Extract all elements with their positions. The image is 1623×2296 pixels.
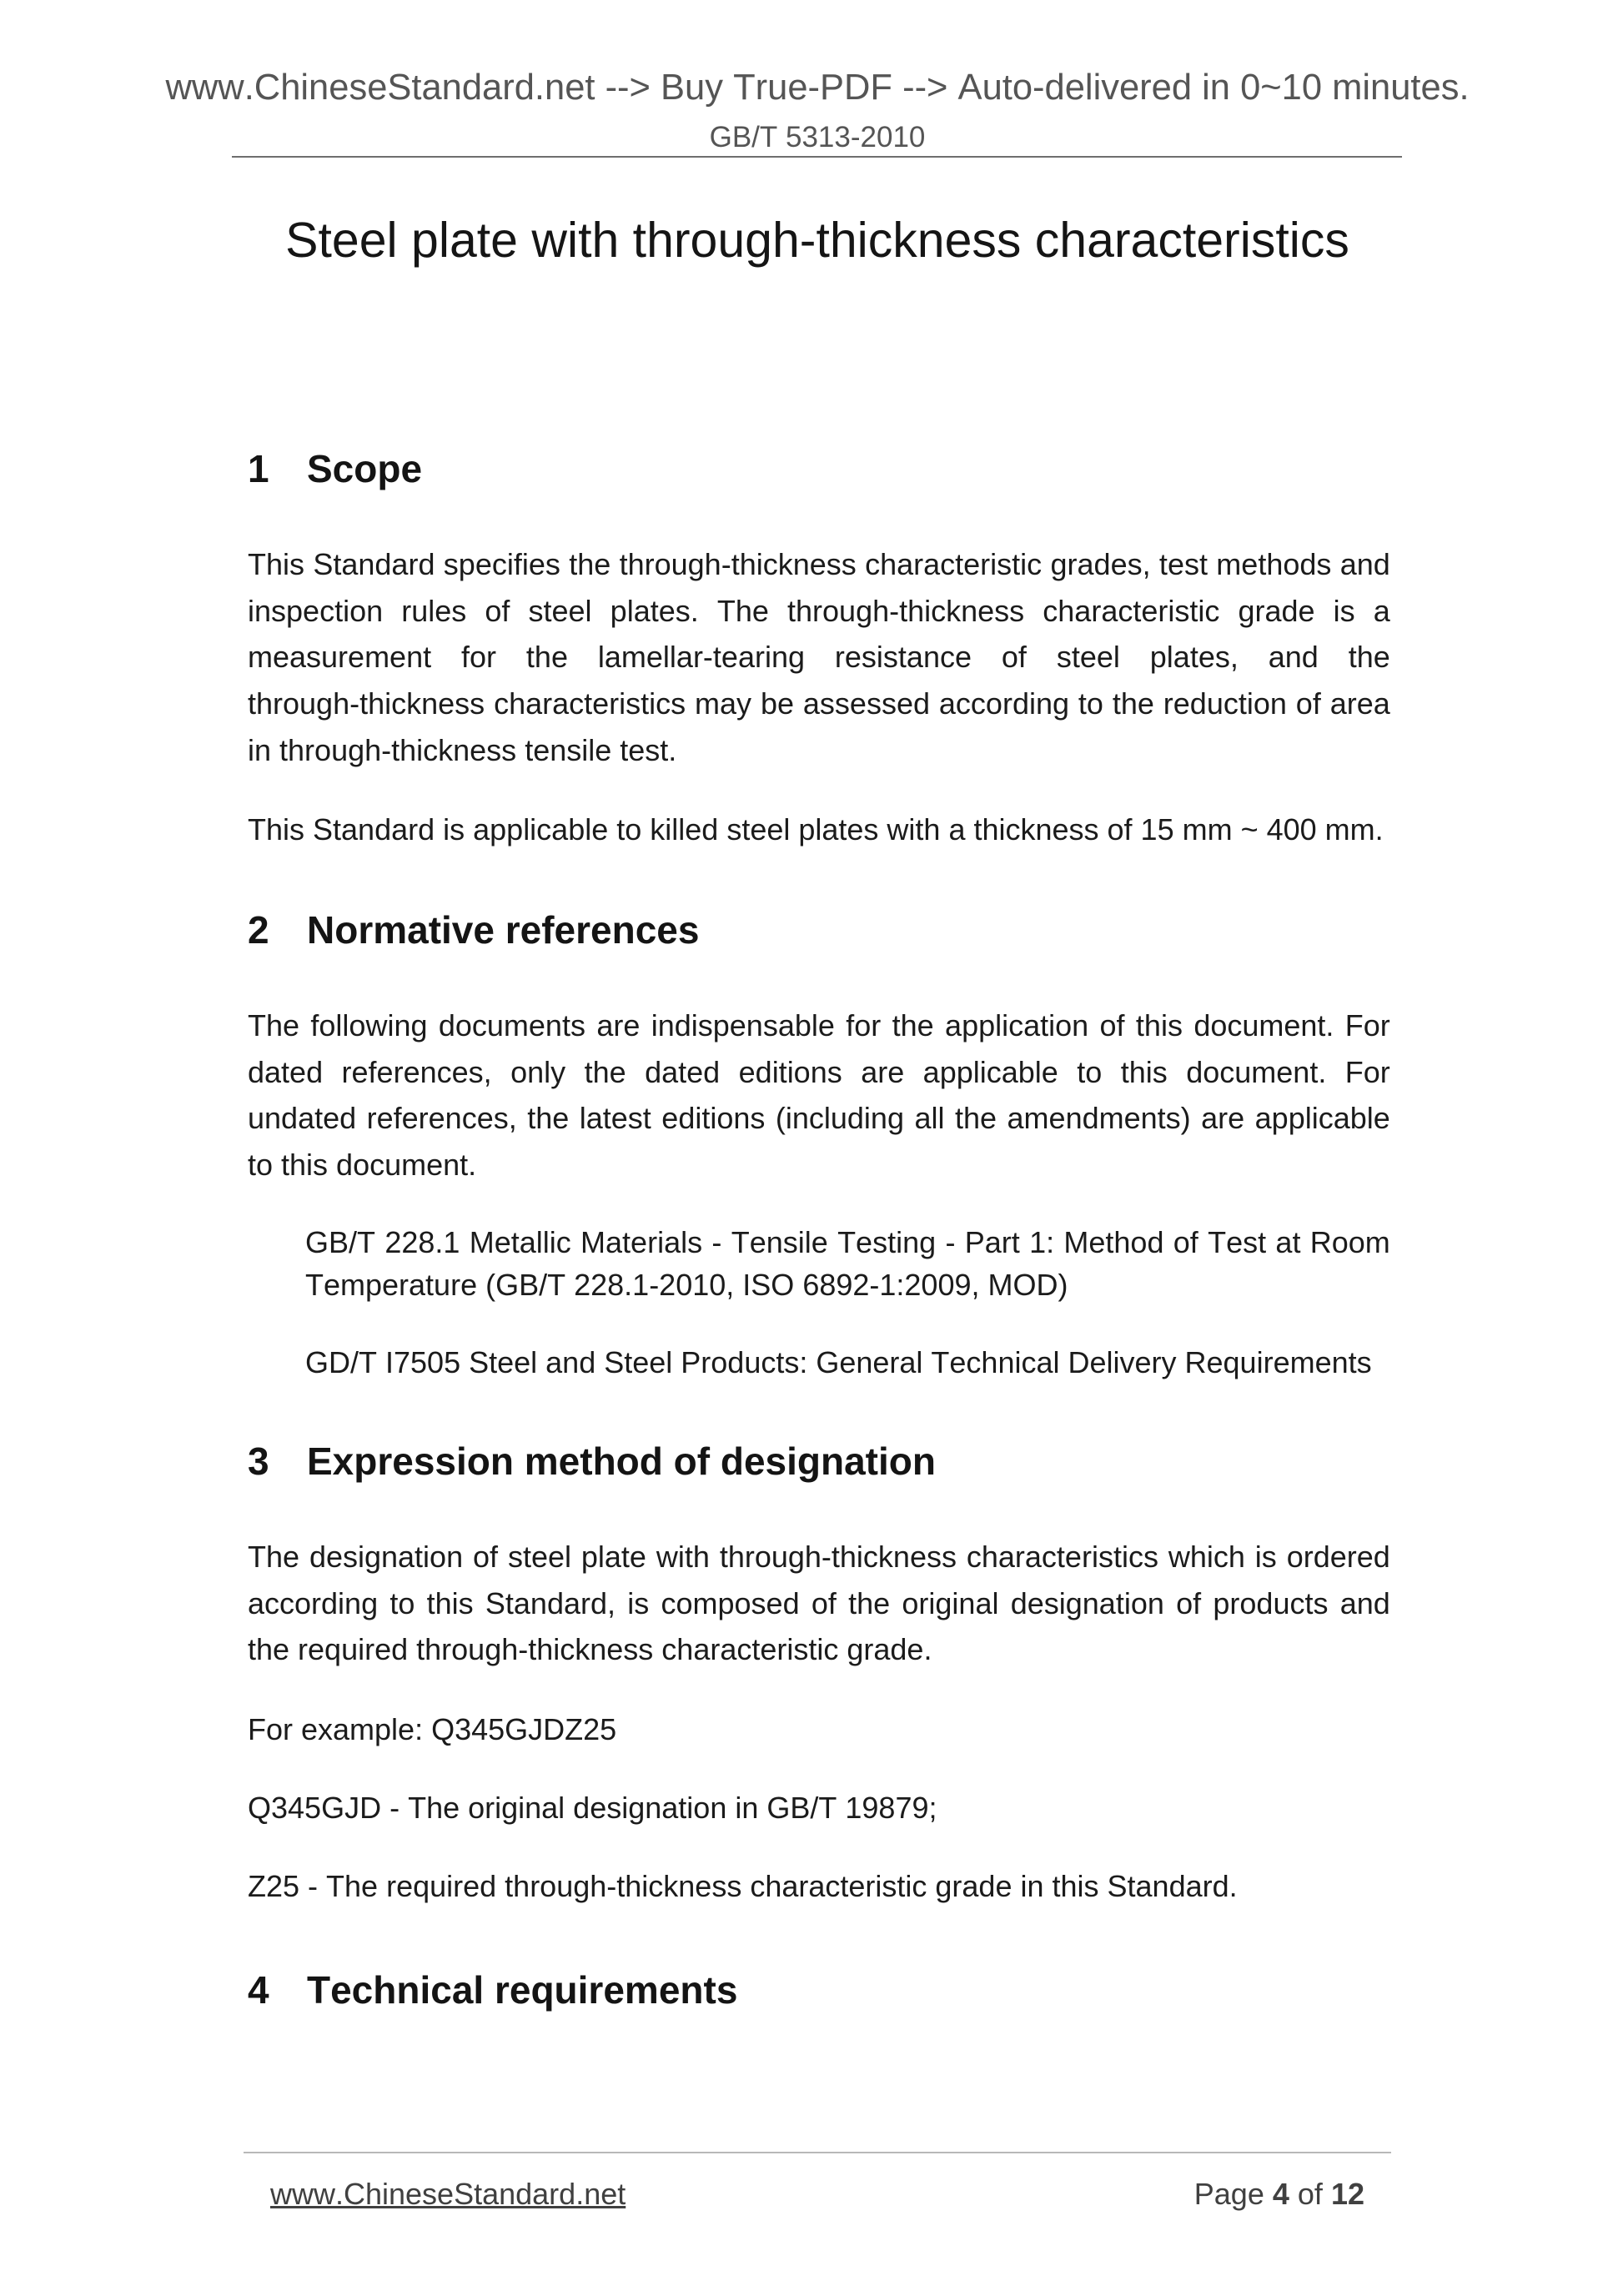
section-number: 4 [248, 1968, 269, 2012]
section-heading-designation [248, 1438, 936, 1485]
page-of-label: of [1297, 2177, 1323, 2211]
page-indicator [1194, 2176, 1364, 2213]
paragraph: The designation of steel plate with through-thickness characteristics which is ordered according to this Standard, is composed of the original designation of products and the required through-thickness characteristic grade. [248, 1540, 1390, 1667]
paragraph: This Standard specifies the through-thickness characteristic grades, test methods and inspection rules of steel plates. The through-thickness characteristic grade is a measurement for the lamellar-tearing resistance of steel plates, and the through-thickness characteristics may be assessed according to the reduction of area in through-thickness tensile test. [248, 547, 1390, 767]
standard-code: GB/T 5313-2010 [709, 121, 926, 153]
page-current: 4 [1272, 2177, 1289, 2211]
section-title: Normative references [307, 908, 700, 952]
header-banner: www.ChineseStandard.net --> Buy True-PDF --> Auto-delivered in 0~10 minutes. [165, 68, 1470, 108]
section-number: 2 [248, 908, 269, 952]
page-total: 12 [1330, 2177, 1364, 2211]
example-explanation: Z25 - The required through-thickness characteristic grade in this Standard. [248, 1869, 1238, 1903]
footer-divider [244, 2152, 1391, 2153]
section-title: Expression method of designation [307, 1439, 936, 1483]
section-title: Technical requirements [307, 1968, 738, 2012]
page-label: Page [1193, 2177, 1264, 2211]
section-heading-normative-references [248, 907, 699, 953]
section-number: 1 [248, 447, 269, 490]
example-explanation: Q345GJD - The original designation in GB/T 19879; [248, 1791, 937, 1825]
reference-item: GB/T 228.1 Metallic Materials - Tensile Testing - Part 1: Method of Test at Room Temperature (GB/T 228.1-2010, ISO 6892-1:2009, MOD) [305, 1225, 1390, 1303]
section-number: 3 [248, 1439, 269, 1483]
footer-site-link[interactable]: www.ChineseStandard.net [270, 2177, 626, 2211]
reference-item: GD/T I7505 Steel and Steel Products: General Technical Delivery Requirements [305, 1345, 1372, 1379]
paragraph: This Standard is applicable to killed steel plates with a thickness of 15 mm ~ 400 mm. [248, 812, 1384, 847]
example-line: For example: Q345GJDZ25 [248, 1712, 617, 1746]
section-heading-technical-requirements [248, 1967, 737, 2013]
section-title: Scope [307, 447, 423, 490]
header-divider [232, 156, 1402, 158]
document-title: Steel plate with through-thickness characteristics [285, 213, 1349, 268]
section-heading-scope [248, 445, 422, 492]
paragraph: The following documents are indispensable for the application of this document. For dated references, only the dated editions are applicable to this document. For undated references, the latest editions (including all the amendments) are applicable to this document. [248, 1008, 1390, 1183]
